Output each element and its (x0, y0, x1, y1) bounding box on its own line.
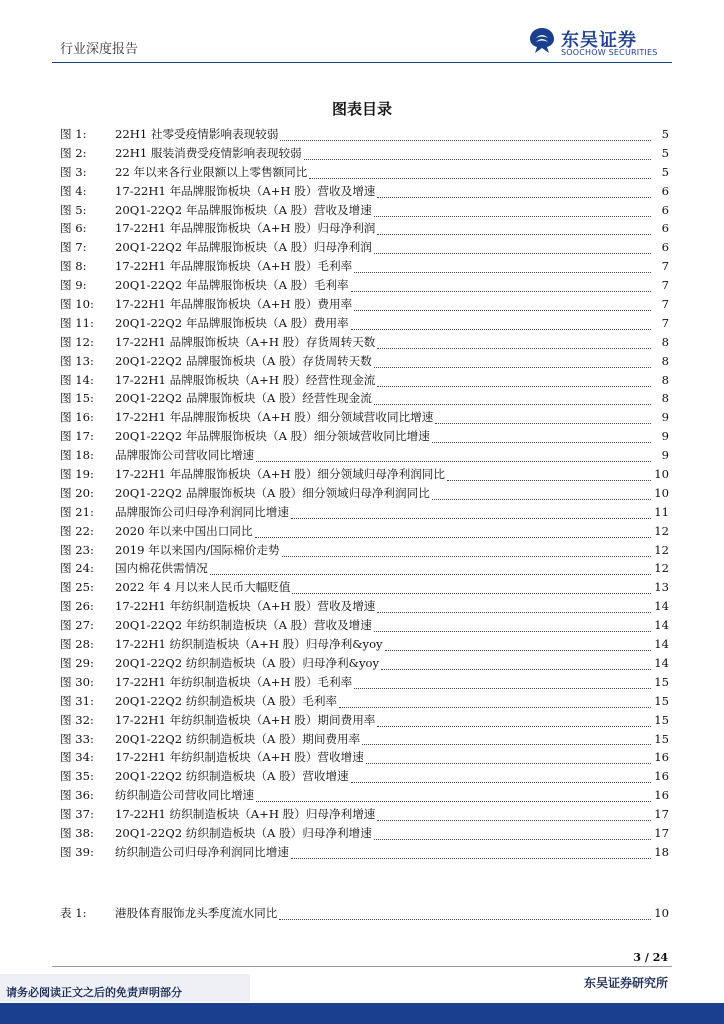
dot-leader (282, 548, 651, 557)
figure-entry-page: 5 (661, 145, 669, 160)
figure-entry-label: 图 6: (60, 221, 87, 236)
figure-entry-page: 7 (661, 278, 669, 293)
figure-entry-title: 20Q1-22Q2 纺织制造板块（A 股）归母净利增速 (115, 825, 372, 840)
figure-entry[interactable] (60, 145, 669, 164)
dot-leader (280, 132, 651, 141)
figure-entry-title: 纺织制造公司归母净利润同比增速 (115, 844, 289, 859)
figure-entry-page: 5 (661, 164, 669, 179)
figure-entry-label: 图 4: (60, 183, 87, 198)
dot-leader (256, 793, 651, 802)
figure-entry[interactable] (60, 353, 669, 372)
figure-entry-page: 9 (661, 448, 669, 463)
figure-entry[interactable] (60, 258, 669, 277)
figure-entry-label: 图 28: (60, 637, 94, 652)
figure-entry-page: 15 (654, 674, 669, 689)
figure-entry-label: 图 36: (60, 788, 94, 803)
figure-entry[interactable] (60, 844, 669, 863)
dot-leader (385, 642, 651, 651)
figure-entry-page: 5 (661, 127, 669, 141)
institute-name: 东吴证券研究所 (583, 976, 668, 990)
dot-leader (377, 812, 651, 821)
figure-entry-title: 20Q1-22Q2 纺织制造板块（A 股）营收增速 (115, 769, 349, 784)
figure-entry-title: 17-22H1 纺织制造板块（A+H 股）归母净利增速 (115, 807, 376, 822)
figure-entry-label: 图 10: (60, 297, 94, 312)
dot-leader (377, 718, 651, 727)
figure-entry[interactable] (60, 731, 669, 750)
figure-entry[interactable] (60, 636, 669, 655)
dot-leader (377, 189, 651, 198)
table-entry-label: 表 1: (60, 906, 87, 920)
figure-entry[interactable] (60, 617, 669, 636)
figure-entry-page: 16 (654, 788, 669, 803)
figure-entry[interactable] (60, 183, 669, 202)
figure-entry-page: 6 (661, 183, 669, 198)
figure-entry-label: 图 1: (60, 127, 87, 141)
figure-entry[interactable] (60, 598, 669, 617)
figure-entry-label: 图 2: (60, 145, 87, 160)
logo-en-text: SOOCHOW SECURITIES (561, 48, 658, 57)
figure-entry-title: 20Q1-22Q2 纺织制造板块（A 股）期间费用率 (115, 731, 361, 746)
figure-entry-title: 20Q1-22Q2 年品牌服饰板块（A 股）毛利率 (115, 278, 349, 293)
dot-leader (447, 472, 651, 481)
figure-entry-label: 图 39: (60, 844, 94, 859)
figure-entry-title: 17-22H1 品牌服饰板块（A+H 股）存货周转天数 (115, 334, 376, 349)
company-logo (527, 26, 672, 60)
table-entry[interactable] (60, 905, 669, 924)
figure-entry-page: 6 (661, 240, 669, 255)
figure-entry[interactable] (60, 315, 669, 334)
figure-entry-label: 图 12: (60, 334, 94, 349)
header-divider (52, 62, 672, 63)
figure-entry-title: 17-22H1 品牌服饰板块（A+H 股）经营性现金流 (115, 372, 376, 387)
figure-entry-page: 16 (654, 769, 669, 784)
figure-entry-label: 图 35: (60, 769, 94, 784)
figure-entry-label: 图 15: (60, 391, 94, 406)
figure-entry-label: 图 32: (60, 712, 94, 727)
figure-entry-label: 图 37: (60, 807, 94, 822)
figure-entry-label: 图 33: (60, 731, 94, 746)
figure-entry-title: 20Q1-22Q2 年品牌服饰板块（A 股）细分领域营收同比增速 (115, 429, 430, 444)
figure-entry-label: 图 14: (60, 372, 94, 387)
dot-leader (309, 170, 651, 179)
figure-entry-title: 20Q1-22Q2 品牌服饰板块（A 股）经营性现金流 (115, 391, 372, 406)
figure-entry-label: 图 20: (60, 485, 94, 500)
figure-entry[interactable] (60, 693, 669, 712)
dot-leader (374, 396, 651, 405)
dot-leader (377, 226, 651, 235)
figure-entry-page: 10 (654, 485, 669, 500)
figure-entry-label: 图 24: (60, 561, 94, 576)
figure-entry[interactable] (60, 126, 669, 145)
page-number: 3 / 24 (633, 951, 668, 964)
disclaimer-notice: 请务必阅读正文之后的免责声明部分 (0, 974, 250, 1002)
figure-entry-page: 14 (654, 599, 669, 614)
dot-leader (292, 585, 651, 594)
figure-entry[interactable] (60, 542, 669, 561)
figure-entry-label: 图 17: (60, 429, 94, 444)
figure-entry[interactable] (60, 523, 669, 542)
figure-entry-title: 20Q1-22Q2 纺织制造板块（A 股）毛利率 (115, 693, 338, 708)
figure-entry[interactable] (60, 277, 669, 296)
report-type-label: 行业深度报告 (60, 42, 139, 57)
table-list (60, 905, 669, 924)
figure-entry[interactable] (60, 466, 669, 485)
figure-entry-label: 图 22: (60, 523, 94, 538)
figure-entry-title: 22H1 社零受疫情影响表现较弱 (115, 127, 279, 141)
figure-entry[interactable] (60, 712, 669, 731)
table-entry-page: 10 (654, 906, 669, 920)
dot-leader (255, 529, 651, 538)
figure-entry-label: 图 21: (60, 504, 94, 519)
logo-cn-text: 东吴证券 (561, 30, 637, 51)
dot-leader (291, 850, 651, 859)
figure-entry-page: 12 (654, 561, 669, 576)
dot-leader (256, 453, 651, 462)
figure-entry[interactable] (60, 806, 669, 825)
dot-leader (377, 378, 651, 387)
figure-entry-title: 品牌服饰公司营收同比增速 (115, 448, 255, 463)
dot-leader (432, 434, 651, 443)
toc-title: 图表目录 (331, 100, 392, 118)
dot-leader (377, 340, 651, 349)
figure-entry-label: 图 8: (60, 259, 87, 274)
dot-leader (374, 245, 651, 254)
figure-entry-page: 8 (661, 334, 669, 349)
figure-entry-label: 图 16: (60, 410, 94, 425)
figure-entry-page: 12 (654, 523, 669, 538)
dot-leader (374, 831, 651, 840)
figure-entry-label: 图 18: (60, 448, 94, 463)
figure-entry-title: 17-22H1 年纺织制造板块（A+H 股）营收及增速 (115, 599, 376, 614)
figure-entry-label: 图 34: (60, 750, 94, 765)
soochow-logo-icon (527, 26, 557, 56)
figure-entry-title: 17-22H1 年纺织制造板块（A+H 股）营收增速 (115, 750, 364, 765)
figure-entry-title: 2019 年以来国内/国际棉价走势 (115, 542, 280, 557)
figure-entry-title: 17-22H1 年品牌服饰板块（A+H 股）细分领域营收同比增速 (115, 410, 434, 425)
figure-entry[interactable] (60, 334, 669, 353)
dot-leader (374, 208, 651, 217)
figure-entry-page: 6 (661, 202, 669, 217)
figure-entry-label: 图 30: (60, 674, 94, 689)
figure-entry[interactable] (60, 787, 669, 806)
figure-entry-page: 18 (654, 844, 669, 859)
dot-leader (304, 151, 651, 160)
figure-entry-label: 图 19: (60, 467, 94, 482)
dot-leader (210, 566, 651, 575)
figure-entry-page: 15 (654, 712, 669, 727)
figure-entry[interactable] (60, 428, 669, 447)
figure-entry-page: 9 (661, 410, 669, 425)
figure-entry-title: 20Q1-22Q2 年品牌服饰板块（A 股）营收及增速 (115, 202, 372, 217)
figure-entry-label: 图 27: (60, 618, 94, 633)
figure-entry-title: 17-22H1 年品牌服饰板块（A+H 股）毛利率 (115, 259, 353, 274)
figure-entry[interactable] (60, 447, 669, 466)
dot-leader (354, 264, 651, 273)
figure-entry-title: 20Q1-22Q2 年品牌服饰板块（A 股）归母净利润 (115, 240, 372, 255)
figure-entry-page: 8 (661, 353, 669, 368)
figure-entry-title: 国内棉花供需情况 (115, 561, 208, 576)
footer-divider (52, 966, 672, 967)
dot-leader (351, 321, 651, 330)
figure-entry-title: 20Q1-22Q2 年品牌服饰板块（A 股）费用率 (115, 315, 349, 330)
figure-entry-label: 图 7: (60, 240, 87, 255)
figure-entry-title: 17-22H1 年纺织制造板块（A+H 股）毛利率 (115, 674, 353, 689)
figure-entry-label: 图 11: (60, 315, 94, 330)
figure-entry[interactable] (60, 825, 669, 844)
figure-entry[interactable] (60, 409, 669, 428)
figure-entry-label: 图 31: (60, 693, 94, 708)
figure-entry-title: 20Q1-22Q2 纺织制造板块（A 股）归母净利&yoy (115, 655, 380, 670)
figure-entry[interactable] (60, 655, 669, 674)
figure-entry-page: 6 (661, 221, 669, 236)
figure-entry-page: 12 (654, 542, 669, 557)
dot-leader (351, 283, 651, 292)
figure-entry-page: 17 (654, 825, 669, 840)
dot-leader (279, 911, 651, 920)
figure-entry-title: 20Q1-22Q2 品牌服饰板块（A 股）存货周转天数 (115, 353, 372, 368)
figure-entry-title: 2020 年以来中国出口同比 (115, 523, 253, 538)
figure-entry[interactable] (60, 504, 669, 523)
table-entry-title: 港股体育服饰龙头季度流水同比 (115, 906, 278, 920)
figure-entry-title: 2022 年 4 月以来人民币大幅贬值 (115, 580, 291, 595)
figure-entry[interactable] (60, 768, 669, 787)
figure-entry-page: 13 (654, 580, 669, 595)
dot-leader (377, 604, 651, 613)
figure-entry[interactable] (60, 164, 669, 183)
dot-leader (354, 302, 651, 311)
dot-leader (291, 510, 651, 519)
figure-entry[interactable] (60, 674, 669, 693)
figure-entry-title: 17-22H1 年纺织制造板块（A+H 股）期间费用率 (115, 712, 376, 727)
dot-leader (354, 680, 651, 689)
figure-entry[interactable] (60, 372, 669, 391)
figure-entry-page: 16 (654, 750, 669, 765)
dot-leader (381, 661, 651, 670)
figure-entry-page: 17 (654, 807, 669, 822)
dot-leader (374, 623, 651, 632)
figure-entry-title: 纺织制造公司营收同比增速 (115, 788, 255, 803)
figure-entry[interactable] (60, 202, 669, 221)
figure-entry-label: 图 25: (60, 580, 94, 595)
figure-entry[interactable] (60, 220, 669, 239)
figure-entry-label: 图 5: (60, 202, 87, 217)
figure-entry-page: 9 (661, 429, 669, 444)
figure-entry-page: 11 (654, 504, 669, 519)
figure-entry-page: 10 (654, 467, 669, 482)
figure-entry-page: 7 (661, 315, 669, 330)
figure-entry-label: 图 23: (60, 542, 94, 557)
figure-entry[interactable] (60, 485, 669, 504)
figure-entry-page: 8 (661, 372, 669, 387)
figure-entry[interactable] (60, 239, 669, 258)
figure-entry-page: 8 (661, 391, 669, 406)
figure-entry-title: 22H1 服装消费受疫情影响表现较弱 (115, 145, 302, 160)
figure-entry-label: 图 9: (60, 278, 87, 293)
dot-leader (366, 755, 651, 764)
figure-entry[interactable] (60, 560, 669, 579)
figure-entry-page: 7 (661, 297, 669, 312)
dot-leader (362, 736, 651, 745)
figure-entry-title: 20Q1-22Q2 年纺织制造板块（A 股）营收及增速 (115, 618, 372, 633)
figure-entry-title: 22 年以来各行业限额以上零售额同比 (115, 164, 308, 179)
dot-leader (339, 699, 651, 708)
figure-entry-label: 图 26: (60, 599, 94, 614)
dot-leader (432, 491, 651, 500)
figure-entry-title: 20Q1-22Q2 品牌服饰板块（A 股）细分领域归母净利润同比 (115, 485, 430, 500)
figure-entry-page: 7 (661, 259, 669, 274)
dot-leader (374, 359, 651, 368)
dot-leader (351, 774, 651, 783)
figure-entry-label: 图 38: (60, 825, 94, 840)
figure-entry-page: 15 (654, 693, 669, 708)
figure-entry[interactable] (60, 296, 669, 315)
figure-entry-title: 品牌服饰公司归母净利润同比增速 (115, 504, 289, 519)
figure-entry[interactable] (60, 749, 669, 768)
figure-entry-page: 14 (654, 618, 669, 633)
figure-entry-title: 17-22H1 纺织制造板块（A+H 股）归母净利&yoy (115, 637, 383, 652)
figure-entry-title: 17-22H1 年品牌服饰板块（A+H 股）营收及增速 (115, 183, 376, 198)
figure-entry-label: 图 13: (60, 353, 94, 368)
figure-list (60, 126, 669, 863)
figure-entry-page: 14 (654, 655, 669, 670)
figure-entry-title: 17-22H1 年品牌服饰板块（A+H 股）归母净利润 (115, 221, 376, 236)
figure-entry-page: 14 (654, 637, 669, 652)
figure-entry-label: 图 3: (60, 164, 87, 179)
figure-entry-title: 17-22H1 年品牌服饰板块（A+H 股）费用率 (115, 297, 353, 312)
bottom-brand-bar (0, 1003, 724, 1024)
figure-entry-page: 15 (654, 731, 669, 746)
figure-entry-title: 17-22H1 年品牌服饰板块（A+H 股）细分领域归母净利润同比 (115, 467, 445, 482)
figure-entry[interactable] (60, 579, 669, 598)
dot-leader (435, 415, 651, 424)
figure-entry-label: 图 29: (60, 655, 94, 670)
figure-entry[interactable] (60, 390, 669, 409)
